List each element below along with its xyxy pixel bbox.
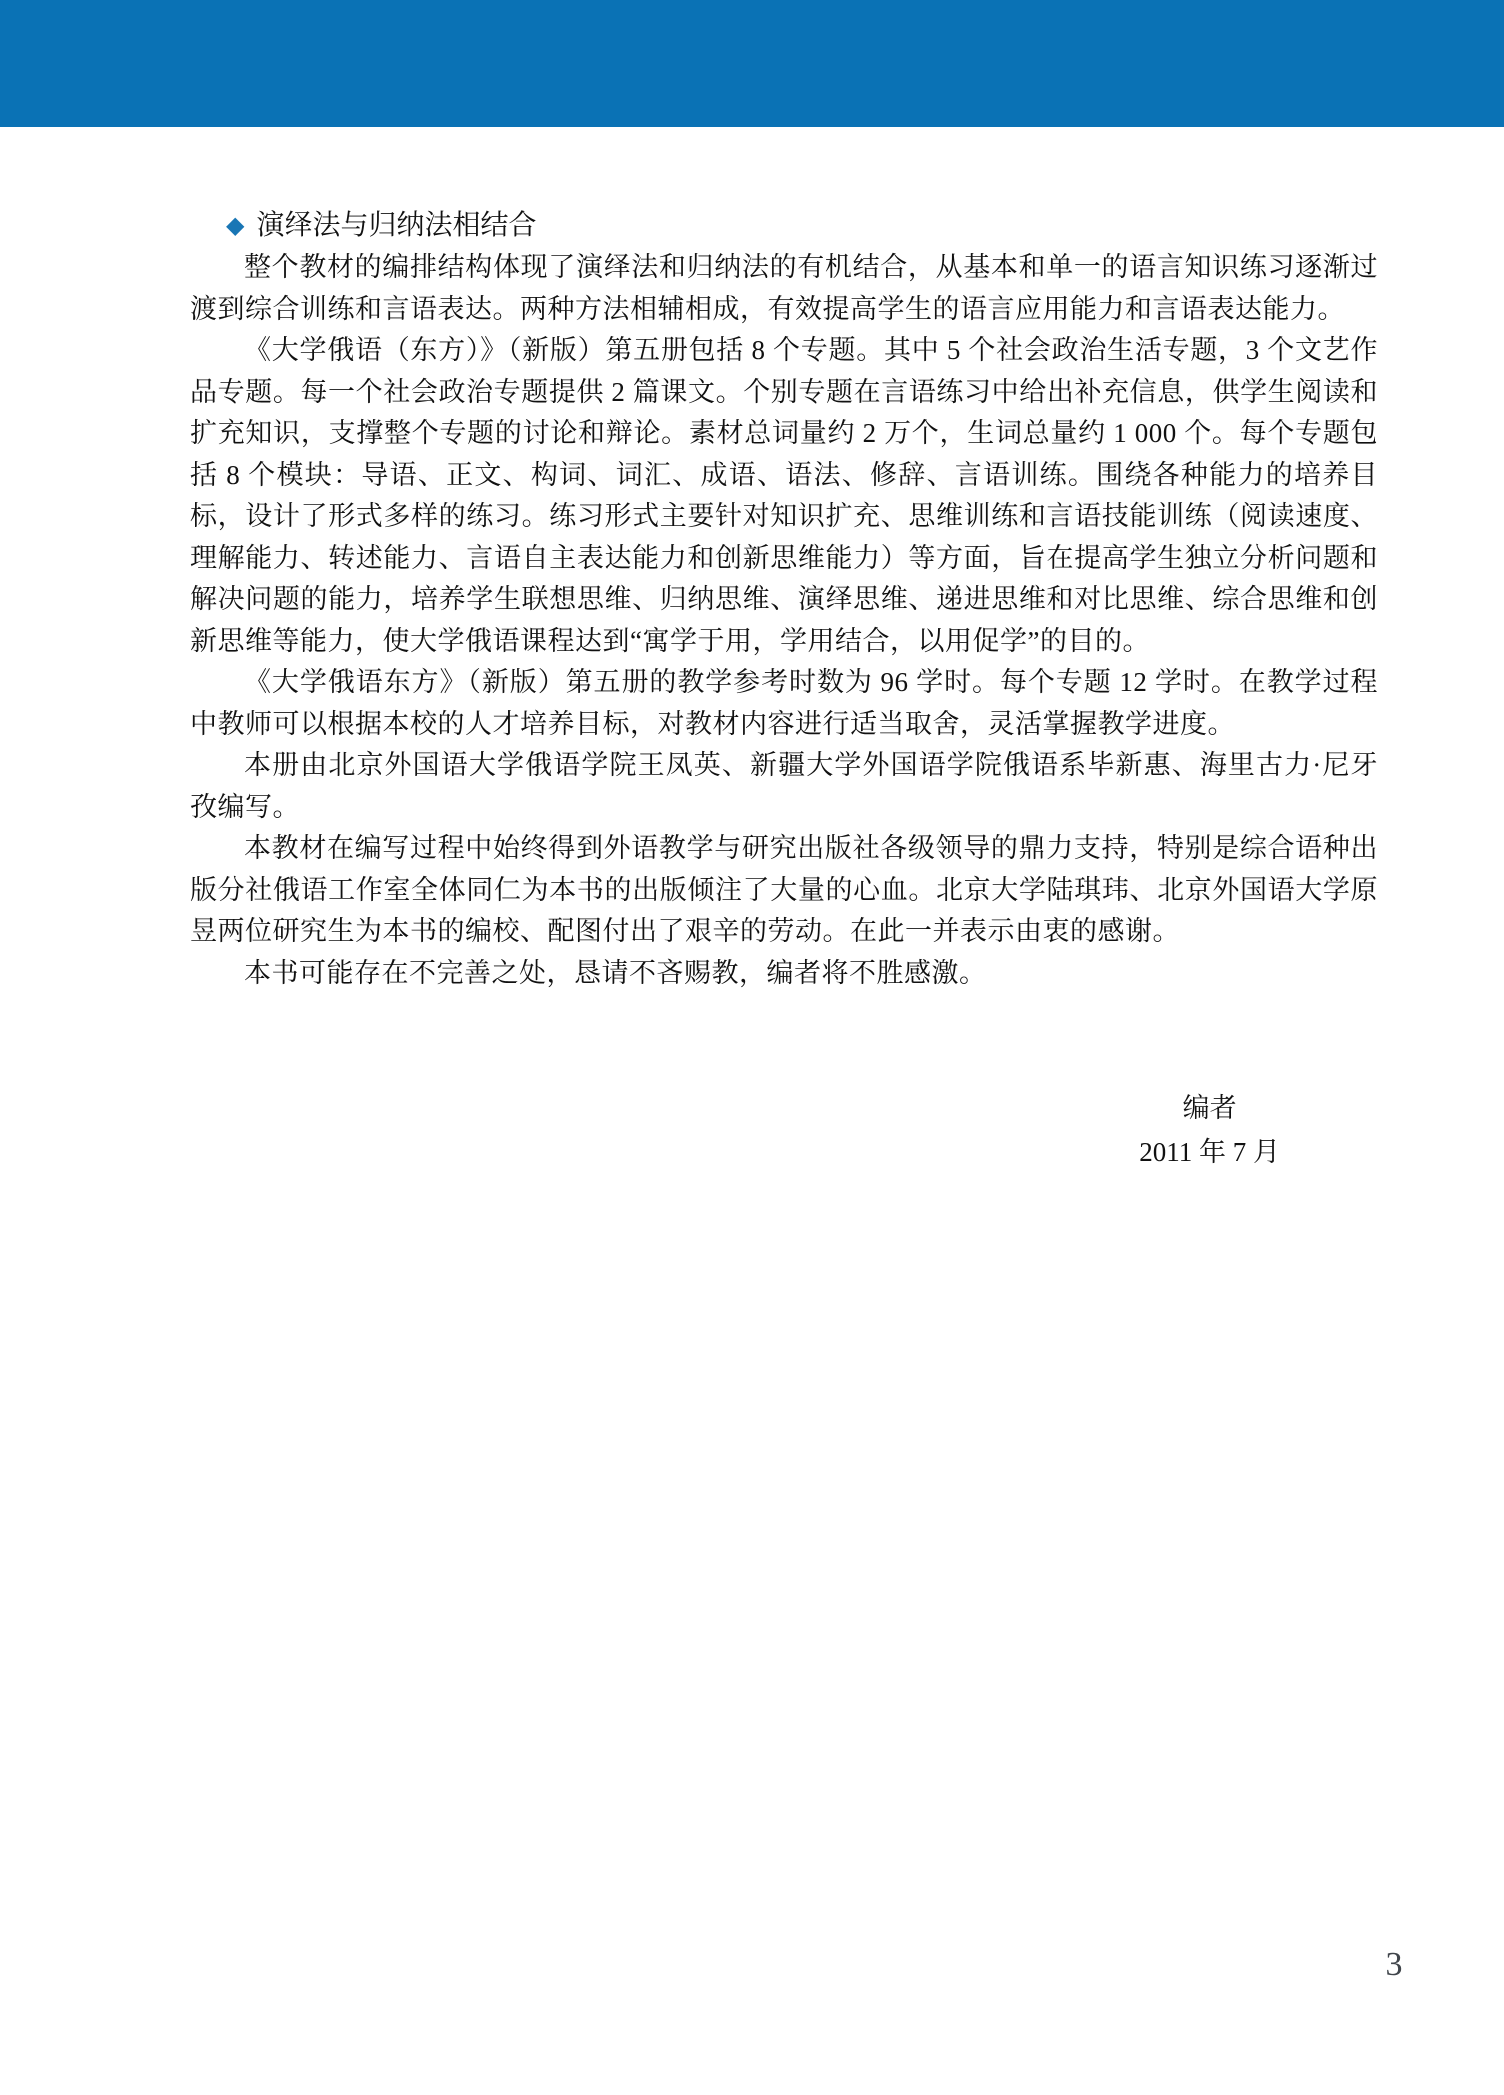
page-number: 3 [1385,1946,1403,1983]
paragraph: 整个教材的编排结构体现了演绎法和归纳法的有机结合，从基本和单一的语言知识练习逐渐过渡到综合训练和言语表达。两种方法相辅相成，有效提高学生的语言应用能力和言语表达能力。 [190,252,1378,324]
signature-date: 2011 年 7 月 [1139,1137,1280,1167]
section-heading [190,205,1378,247]
paragraph: 《大学俄语（东方）》（新版）第五册包括 8 个专题。其中 5 个社会政治生活专题，3 个文艺作品专题。每一个社会政治专题提供 2 篇课文。个别专题在言语练习中给出补充信息，供学生阅读和扩充知识，支撑整个专题的讨论和辩论。素材总词量约 2 万个，生词总量约 1 000 个。每个专题包括 8 个模块：导语、正文、构词、词汇、成语、语法、修辞、言语训练。围绕各种能力的培养目标，设计了形式多样的练习。练习形式主要针对知识扩充、思维训练和言语技能训练（阅读速度、理解能力、转述能力、言语自主表达能力和创新思维能力）等方面，旨在提高学生独立分析问题和解决问题的能力，培养学生联想思维、归纳思维、演绎思维、递进思维和对比思维、综合思维和创新思维等能力，使大学俄语课程达到“寓学于用，学用结合，以用促学”的目的。 [190,335,1378,656]
paragraph: 本册由北京外国语大学俄语学院王凤英、新疆大学外国语学院俄语系毕新惠、海里古力·尼牙孜编写。 [190,750,1378,822]
diamond-bullet-icon: ◆ [226,213,245,239]
page-content [190,205,1378,1174]
header-band [0,0,1504,127]
body-paragraphs [190,247,1378,994]
signature-author: 编者 [1182,1093,1237,1123]
signature-block [1139,1086,1280,1174]
paragraph: 本书可能存在不完善之处，恳请不吝赐教，编者将不胜感激。 [244,957,987,988]
paragraph: 本教材在编写过程中始终得到外语教学与研究出版社各级领导的鼎力支持，特别是综合语种出版分社俄语工作室全体同仁为本书的出版倾注了大量的心血。北京大学陆琪玮、北京外国语大学原昱两位研究生为本书的编校、配图付出了艰辛的劳动。在此一并表示由衷的感谢。 [190,833,1378,946]
paragraph: 《大学俄语东方》（新版）第五册的教学参考时数为 96 学时。每个专题 12 学时。在教学过程中教师可以根据本校的人才培养目标，对教材内容进行适当取舍，灵活掌握教学进度。 [190,667,1378,739]
section-heading-text: 演绎法与归纳法相结合 [256,210,537,241]
